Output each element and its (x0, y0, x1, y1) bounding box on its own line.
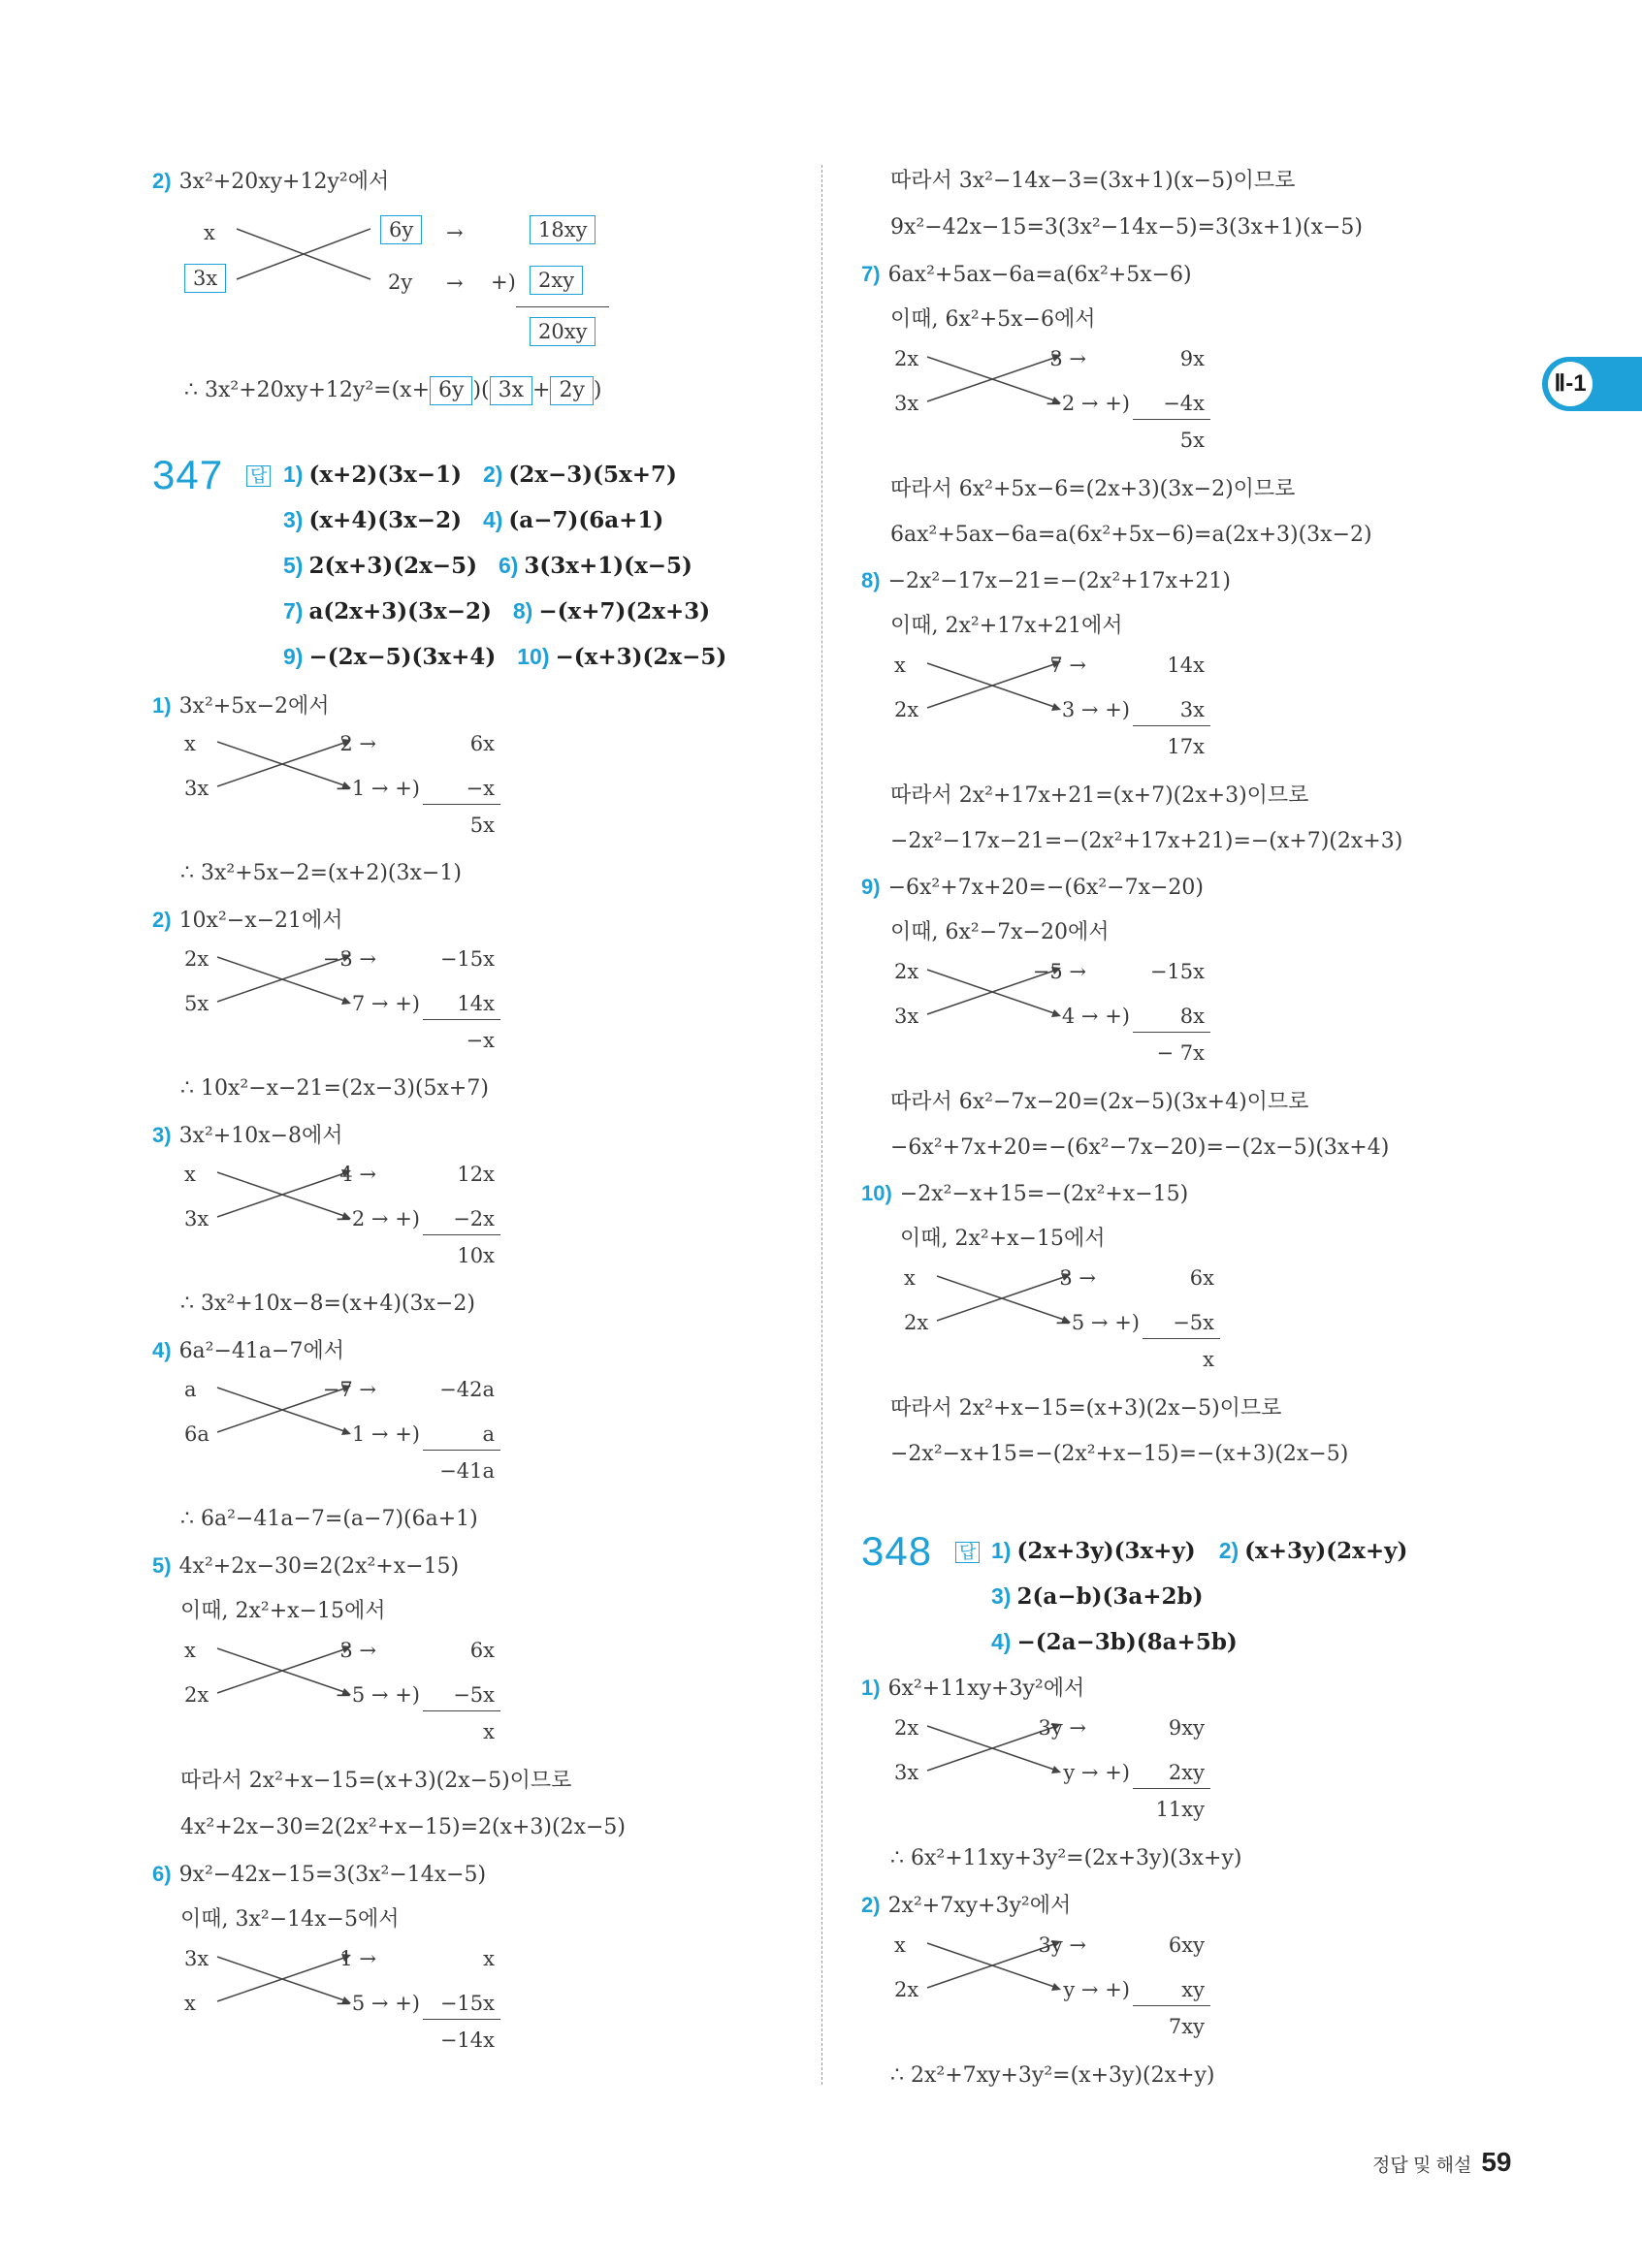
cross-chart (890, 654, 1210, 758)
sub-heading: 이때, 6x²−7x−20에서 (890, 920, 1110, 944)
column-divider (821, 165, 822, 2085)
product-bottom: −15x (439, 1992, 495, 2015)
result-line: ∴ 2x²+7xy+3y²=(x+3y)(2x+y) (890, 2063, 1215, 2088)
factor-left-top: x (204, 221, 215, 244)
solution-line: 따라서 3x²−14x−3=(3x+1)(x−5)이므로 (890, 169, 1296, 193)
sum-line (1133, 419, 1210, 420)
page-number: 59 (1481, 2147, 1512, 2177)
answer: 2(a−b)(3a+2b) (1016, 1583, 1204, 1610)
sum-line (423, 1450, 500, 1451)
dap-badge: 답 (246, 465, 271, 487)
factor-right-top: 3 → (339, 1639, 376, 1662)
factor-right-top: 4 → (339, 1163, 376, 1186)
dap-badge: 답 (955, 1542, 980, 1563)
product-sum: 11xy (1155, 1798, 1205, 1821)
solution-line: 따라서 2x²+x−15=(x+3)(2x−5)이므로 (180, 1769, 572, 1793)
expression: 2x²+7xy+3y²에서 (887, 1894, 1072, 1918)
factor-left-top: x (184, 732, 196, 755)
expression: −2x²−x+15=−(2x²+x−15) (899, 1182, 1189, 1206)
cross-chart (180, 1639, 500, 1743)
product-sum: x (1203, 1348, 1214, 1371)
factor-right-top: 3 → (1059, 1266, 1096, 1290)
product-bottom: −x (466, 777, 495, 800)
product-top: 9xy (1168, 1716, 1205, 1740)
arrow: → (446, 272, 464, 295)
product-sum: −41a (439, 1459, 495, 1483)
product-bottom: 2xy (530, 266, 583, 295)
answer: (x+3y)(2x+y) (1244, 1538, 1408, 1564)
result-text: ) (593, 378, 602, 402)
item-number: 3) (152, 1123, 172, 1147)
sub-heading: 이때, 6x²+5x−6에서 (890, 307, 1096, 332)
factor-right-bottom: −5 → +) (335, 1683, 420, 1707)
expression: 3x²+10x−8에서 (178, 1124, 343, 1148)
factor-right-bottom: −2 → +) (1045, 392, 1130, 415)
product-top: 6x (469, 732, 495, 755)
item-number: 2) (152, 169, 172, 193)
answer: −(x+7)(2x+3) (538, 598, 711, 624)
factor-left-top: x (184, 1639, 196, 1662)
answer-box: 2y (550, 376, 593, 405)
factor-right-top: −5 → (1032, 960, 1086, 983)
answer-line (991, 1581, 1204, 1612)
item-number: 2) (1218, 1538, 1240, 1563)
product-bottom: −2x (453, 1207, 495, 1230)
factor-left-bottom: x (184, 1992, 196, 2015)
solution-line: 따라서 6x²+5x−6=(2x+3)(3x−2)이므로 (890, 477, 1296, 501)
problem-heading (861, 873, 1204, 903)
expression: −6x²+7x+20=−(6x²−7x−20) (887, 876, 1205, 900)
sub-heading: 이때, 2x²+x−15에서 (180, 1599, 386, 1623)
cross-chart (900, 1266, 1220, 1371)
sum-line (1133, 2005, 1210, 2006)
solution-line: 따라서 6x²−7x−20=(2x−5)(3x+4)이므로 (890, 1090, 1309, 1114)
solution-line: 따라서 2x²+x−15=(x+3)(2x−5)이므로 (890, 1396, 1282, 1421)
answer-line (283, 596, 710, 626)
product-sum: 10x (457, 1244, 495, 1267)
answer: −(2a−3b)(8a+5b) (1016, 1629, 1238, 1655)
problem-heading (861, 260, 1192, 290)
solution-line: −6x²+7x+20=−(6x²−7x−20)=−(2x−5)(3x+4) (890, 1135, 1390, 1160)
result-text: ∴ 3x²+20xy+12y²=(x+ (184, 378, 431, 402)
answer-line (991, 1536, 1407, 1566)
factor-left-bottom: 3x (184, 264, 226, 293)
answer: (2x+3y)(3x+y) (1016, 1538, 1196, 1564)
factor-left-bottom: 2x (894, 1978, 919, 2001)
expression: 6ax²+5ax−6a=a(6x²+5x−6) (887, 263, 1192, 287)
product-sum: − 7x (1156, 1041, 1205, 1065)
answer: 3(3x+1)(x−5) (524, 553, 692, 579)
item-number: 6) (152, 1862, 172, 1886)
sum-line (1133, 1788, 1210, 1789)
problem-number-347: 347 (152, 452, 224, 497)
answer-line (991, 1627, 1238, 1657)
factor-left-bottom: 3x (894, 1761, 919, 1784)
solution-line: 6ax²+5ax−6a=a(6x²+5x−6)=a(2x+3)(3x−2) (890, 523, 1372, 547)
problem-number-348: 348 (861, 1528, 933, 1574)
cross-chart (180, 1378, 500, 1483)
factor-right-bottom: y → +) (1063, 1978, 1130, 2001)
result-line: ∴ 6x²+11xy+3y²=(2x+3y)(3x+y) (890, 1846, 1242, 1870)
problem-heading (861, 1179, 1188, 1209)
item-number: 8) (861, 568, 881, 592)
result-line: ∴ 10x²−x−21=(2x−3)(5x+7) (180, 1076, 489, 1101)
product-top: −15x (439, 947, 495, 971)
solution-line: −2x²−17x−21=−(2x²+17x+21)=−(x+7)(2x+3) (890, 829, 1403, 853)
factor-left-top: x (184, 1163, 196, 1186)
answer-line (283, 551, 692, 581)
sum-line (423, 1234, 500, 1235)
factor-left-top: a (184, 1378, 197, 1401)
footer-label: 정답 및 해설 (1372, 2156, 1472, 2176)
factor-left-bottom: 3x (894, 1005, 919, 1028)
factor-left-top: 2x (894, 1716, 919, 1740)
factor-right-top: 1 → (339, 1947, 376, 1970)
chapter-tab-label: Ⅱ-1 (1548, 362, 1593, 406)
factor-right-bottom: −2 → +) (335, 1207, 420, 1230)
footer (1372, 2147, 1511, 2178)
answer-label (955, 1540, 989, 1564)
cross-chart (890, 960, 1210, 1065)
expression: 10x²−x−21에서 (178, 909, 343, 933)
item-number: 4) (991, 1629, 1012, 1654)
result-text: )( (472, 378, 490, 402)
factor-left-bottom: 2x (184, 1683, 209, 1707)
sum-line (423, 1019, 500, 1020)
factor-right-bottom: 1 → +) (351, 1422, 420, 1446)
sum-line (1133, 1032, 1210, 1033)
answer-line (283, 505, 663, 535)
solution-line: −2x²−x+15=−(2x²+x−15)=−(x+3)(2x−5) (890, 1442, 1349, 1466)
item-number: 9) (283, 644, 304, 669)
factor-right-bottom: 2y (388, 271, 413, 294)
product-top: −15x (1149, 960, 1205, 983)
factor-left-bottom: 3x (184, 1207, 209, 1230)
problem-heading (861, 566, 1231, 596)
factor-right-top: −7 → (322, 1378, 376, 1401)
problem-heading (152, 691, 330, 721)
answer: a(2x+3)(3x−2) (308, 598, 492, 624)
factor-left-top: 2x (184, 947, 209, 971)
factor-left-top: 2x (894, 347, 919, 370)
item-number: 6) (498, 553, 519, 578)
factor-left-top: x (894, 1933, 906, 1957)
product-bottom: 14x (457, 992, 495, 1015)
product-sum: 17x (1167, 735, 1205, 758)
item-number: 7) (861, 262, 881, 286)
expression: 6x²+11xy+3y²에서 (887, 1677, 1085, 1701)
answer: (x+4)(3x−2) (308, 507, 462, 533)
product-bottom: −5x (453, 1683, 495, 1707)
result-line: ∴ 6a²−41a−7=(a−7)(6a+1) (180, 1507, 478, 1531)
item-number: 1) (861, 1676, 881, 1700)
answer: −(x+3)(2x−5) (555, 644, 727, 670)
factor-right-bottom: y → +) (1063, 1761, 1130, 1784)
sum-line (423, 804, 500, 805)
factor-right-top: 6y (380, 215, 422, 244)
item-number: 1) (283, 462, 304, 487)
item-number: 1) (152, 693, 172, 718)
product-sum: 20xy (530, 317, 596, 346)
item-number: 8) (512, 598, 533, 623)
result-text: + (532, 378, 551, 402)
factor-right-top: 3y → (1038, 1716, 1086, 1740)
expression: −2x²−17x−21=−(2x²+17x+21) (887, 569, 1232, 593)
problem-heading (152, 1336, 344, 1366)
result-line: ∴ 3x²+10x−8=(x+4)(3x−2) (180, 1292, 475, 1316)
problem-heading (152, 906, 343, 936)
factor-right-top: 3y → (1038, 1933, 1086, 1957)
answer-line (283, 642, 726, 672)
result-line: ∴ 3x²+5x−2=(x+2)(3x−1) (180, 861, 462, 885)
item-number: 10) (517, 644, 550, 669)
problem-heading (152, 1860, 486, 1890)
item-number: 1) (991, 1538, 1012, 1563)
factor-left-bottom: 3x (894, 392, 919, 415)
expression: 3x²+20xy+12y²에서 (178, 170, 390, 194)
sum-line (1143, 1338, 1220, 1339)
answer: 2(x+3)(2x−5) (308, 553, 477, 579)
product-sum: 5x (1179, 429, 1205, 452)
answer: −(2x−5)(3x+4) (308, 644, 497, 670)
sub-heading: 이때, 3x²−14x−5에서 (180, 1907, 400, 1932)
answer-line (283, 460, 677, 490)
expression: 3x²+5x−2에서 (178, 694, 330, 719)
problem-2-heading (152, 167, 389, 197)
item-number: 10) (861, 1181, 892, 1205)
cross-chart (180, 218, 627, 357)
cross-chart (180, 732, 500, 837)
sum-line (1133, 725, 1210, 726)
arrow: → (446, 221, 464, 244)
product-top: 9x (1179, 347, 1205, 370)
item-number: 5) (152, 1553, 172, 1578)
product-bottom: a (482, 1422, 495, 1446)
product-top: 14x (1167, 654, 1205, 677)
product-bottom: 8x (1179, 1005, 1205, 1028)
cross-chart (180, 947, 500, 1052)
answer-box: 6y (430, 376, 472, 405)
factor-right-bottom: 3 → +) (1061, 698, 1130, 721)
product-sum: −14x (439, 2028, 495, 2052)
factor-left-bottom: 2x (894, 698, 919, 721)
expression: 9x²−42x−15=3(3x²−14x−5) (178, 1863, 487, 1887)
product-top: 12x (457, 1163, 495, 1186)
product-sum: 5x (469, 814, 495, 837)
factor-left-top: 2x (894, 960, 919, 983)
problem-heading (152, 1551, 459, 1581)
cross-chart (890, 1716, 1210, 1821)
factor-right-top: 3 → (1049, 347, 1086, 370)
item-number: 4) (482, 507, 503, 532)
product-top: x (483, 1947, 495, 1970)
item-number: 5) (283, 553, 304, 578)
cross-chart (890, 1933, 1210, 2038)
factor-left-top: x (904, 1266, 916, 1290)
factor-left-top: x (894, 654, 906, 677)
sum-line (423, 1710, 500, 1711)
factor-left-top: 3x (184, 1947, 209, 1970)
answer: (2x−3)(5x+7) (508, 462, 677, 488)
factor-right-top: 2 → (339, 732, 376, 755)
sub-heading: 이때, 2x²+17x+21에서 (890, 614, 1123, 638)
solution-line: 따라서 2x²+17x+21=(x+7)(2x+3)이므로 (890, 783, 1309, 808)
factor-left-bottom: 6a (184, 1422, 209, 1446)
product-top: 6x (469, 1639, 495, 1662)
answer-label (246, 463, 280, 488)
cross-chart (180, 1947, 500, 2052)
product-sum: x (483, 1720, 495, 1743)
product-bottom: 3x (1179, 698, 1205, 721)
product-top: −42a (439, 1378, 495, 1401)
product-bottom: xy (1181, 1978, 1205, 2001)
factor-left-bottom: 2x (904, 1311, 929, 1334)
factor-left-bottom: 3x (184, 777, 209, 800)
factor-right-top: 7 → (1049, 654, 1086, 677)
product-bottom: −5x (1173, 1311, 1214, 1334)
expression: 4x²+2x−30=2(2x²+x−15) (178, 1554, 460, 1579)
problem-heading (861, 1674, 1084, 1704)
cross-chart (890, 347, 1210, 452)
item-number: 4) (152, 1338, 172, 1362)
item-number: 2) (482, 462, 503, 487)
item-number: 2) (152, 908, 172, 932)
product-top: 18xy (530, 215, 596, 244)
factor-right-bottom: −5 → +) (1054, 1311, 1140, 1334)
sub-heading: 이때, 2x²+x−15에서 (900, 1227, 1106, 1251)
product-bottom: −4x (1163, 392, 1205, 415)
expression: 6a²−41a−7에서 (178, 1339, 344, 1363)
factor-right-bottom: −5 → +) (335, 1992, 420, 2015)
product-top: 6x (1189, 1266, 1214, 1290)
factor-right-bottom: 7 → +) (351, 992, 420, 1015)
solution-line: 9x²−42x−15=3(3x²−14x−5)=3(3x+1)(x−5) (890, 215, 1364, 240)
item-number: 3) (283, 507, 304, 532)
answer-box: 3x (490, 376, 532, 405)
sum-line (516, 306, 609, 307)
sum-line (423, 2019, 500, 2020)
plus-sign: +) (491, 271, 516, 294)
product-sum: 7xy (1168, 2015, 1205, 2038)
problem-heading (152, 1121, 343, 1151)
answer: (a−7)(6a+1) (508, 507, 664, 533)
problem-2-result (184, 376, 602, 405)
chapter-tab (1542, 357, 1642, 411)
factor-right-top: −3 → (322, 947, 376, 971)
answer: (x+2)(3x−1) (308, 462, 462, 488)
item-number: 9) (861, 875, 881, 899)
factor-left-bottom: 5x (184, 992, 209, 1015)
factor-right-bottom: −1 → +) (335, 777, 420, 800)
item-number: 3) (991, 1583, 1012, 1609)
product-sum: −x (466, 1029, 495, 1052)
item-number: 7) (283, 598, 304, 623)
solution-line: 4x²+2x−30=2(2x²+x−15)=2(x+3)(2x−5) (180, 1815, 627, 1839)
product-top: 6xy (1168, 1933, 1205, 1957)
factor-right-bottom: 4 → +) (1061, 1005, 1130, 1028)
product-bottom: 2xy (1168, 1761, 1205, 1784)
cross-chart (180, 1163, 500, 1267)
item-number: 2) (861, 1893, 881, 1917)
problem-heading (861, 1891, 1071, 1921)
